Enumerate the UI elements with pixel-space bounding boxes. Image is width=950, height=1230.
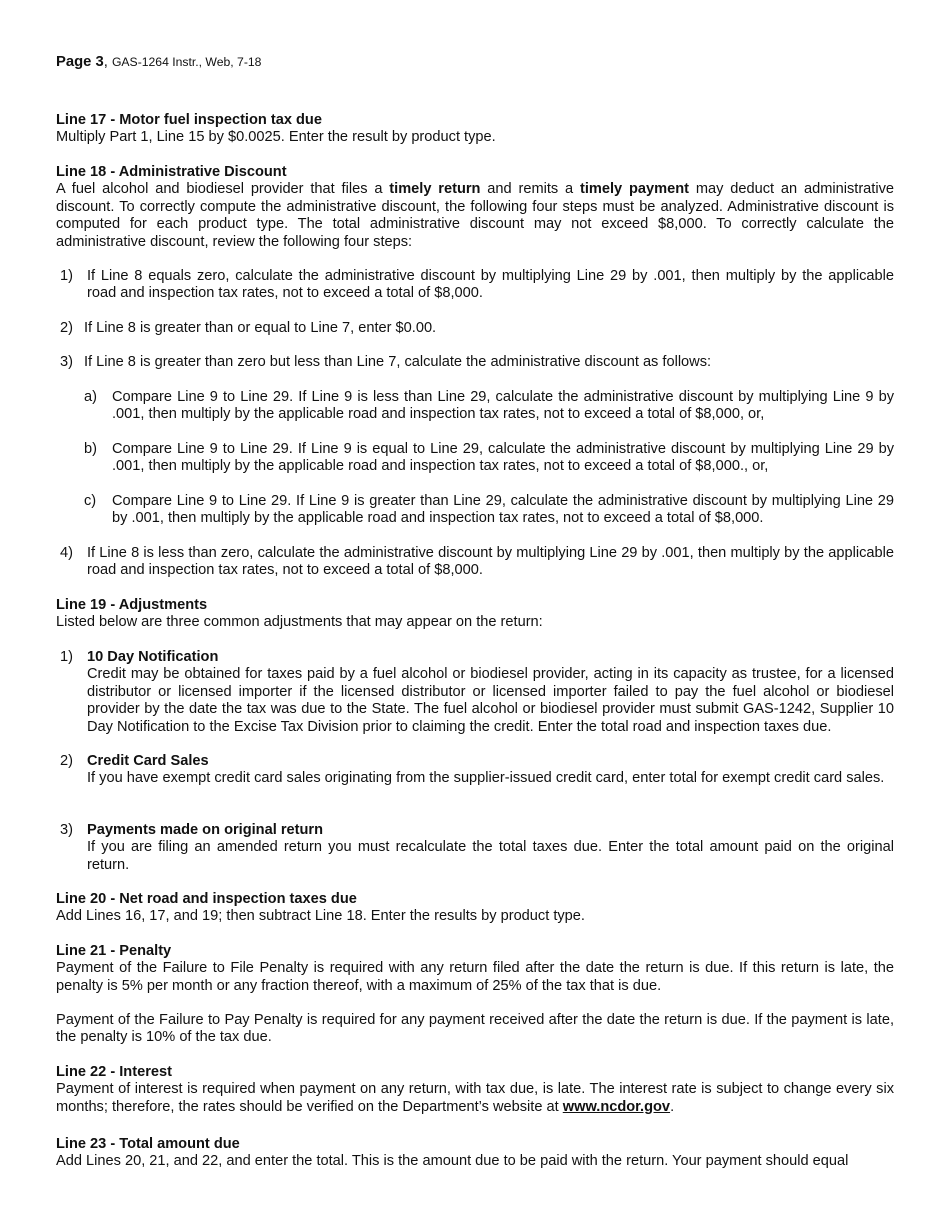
timely-payment-emphasis: timely payment bbox=[580, 181, 690, 198]
form-reference: GAS-1264 Instr., Web, 7-18 bbox=[111, 55, 262, 69]
line22-title: Line 22 - Interest bbox=[56, 1064, 172, 1080]
timely-return-emphasis: timely return bbox=[389, 181, 481, 198]
line23-body: Add Lines 20, 21, and 22, and enter the total. This is the amount due to be paid with the return. Your payment should equal bbox=[56, 1153, 849, 1170]
line23-title: Line 23 - Total amount due bbox=[56, 1136, 240, 1152]
line17-body: Multiply Part 1, Line 15 by $0.0025. Enter the result by product type. bbox=[56, 129, 496, 146]
line18-section bbox=[56, 164, 894, 251]
line19-title: Line 19 - Adjustments bbox=[56, 597, 208, 613]
adjustment-heading: Payments made on original return bbox=[87, 822, 323, 838]
line20-title: Line 20 - Net road and inspection taxes due bbox=[56, 891, 357, 907]
line22-section bbox=[56, 1064, 894, 1116]
line21-title: Line 21 - Penalty bbox=[56, 943, 172, 959]
line17-section bbox=[56, 112, 894, 147]
line21-para2: Payment of the Failure to Pay Penalty is required for any payment received after the date the return is due. If the payment is late, the penalty is 10% of the tax due. bbox=[56, 1012, 894, 1046]
adjustment-heading: 10 Day Notification bbox=[87, 649, 219, 665]
line21-section bbox=[56, 943, 894, 995]
page-header: Page 3, GAS-1264 Instr., Web, 7-18 bbox=[56, 54, 262, 70]
ncdor-website-link[interactable]: www.ncdor.gov bbox=[562, 1098, 671, 1115]
line19-section bbox=[56, 597, 894, 632]
line21-para1: Payment of the Failure to File Penalty is required with any return filed after the date the return is due. If this return is late, the penalty is 5% per month or any fraction thereof, with a maximum of 25% of the tax that is due. bbox=[56, 960, 894, 994]
line21-para2-block bbox=[56, 1012, 894, 1047]
adjustment-heading: Credit Card Sales bbox=[87, 753, 209, 769]
line20-body: Add Lines 16, 17, and 19; then subtract Line 18. Enter the results by product type. bbox=[56, 908, 585, 925]
line20-section bbox=[56, 891, 894, 926]
line17-title: Line 17 - Motor fuel inspection tax due bbox=[56, 112, 322, 128]
page-label: Page 3 bbox=[56, 54, 104, 70]
line23-section bbox=[56, 1136, 894, 1171]
line18-title: Line 18 - Administrative Discount bbox=[56, 164, 287, 180]
line18-intro: A fuel alcohol and biodiesel provider that files a timely return and remits a timely payment may deduct an administrative discount. To correctly compute the administrative discount, the following four steps must be analyzed. Administrative discount is computed for each product type. The total administrative discount may not exceed $8,000. To correctly calculate the administrative discount, review the following four steps: bbox=[56, 181, 895, 250]
line22-body: Payment of interest is required when payment on any return, with tax due, is late. The interest rate is subject to change every six months; therefore, the rates should be verified on the Department’s website at www.ncdor.gov. bbox=[56, 1081, 894, 1115]
line19-intro: Listed below are three common adjustments that may appear on the return: bbox=[56, 614, 543, 631]
